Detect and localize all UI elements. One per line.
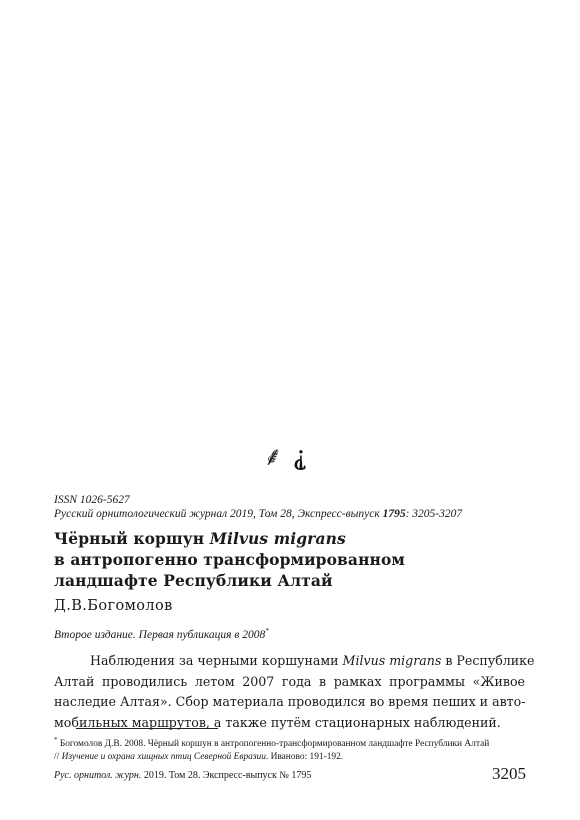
footnote-line-1	[54, 734, 534, 751]
journal-year: 2019	[230, 508, 253, 520]
title-species: Milvus migrans	[209, 529, 346, 548]
ornament-right-icon: ⸘	[292, 442, 317, 472]
footer-details: 2019. Том 28. Экспресс-выпуск № 1795	[141, 770, 312, 781]
edition-note	[54, 624, 269, 642]
footnote-separator: //	[54, 752, 60, 763]
footnote	[54, 734, 534, 764]
footnote-mark: *	[54, 736, 58, 744]
footnote-line-2	[54, 751, 534, 764]
body-line-4: мобильных маршрутов, а также путём стационарных наблюдений.	[54, 714, 501, 730]
page-range: 3205-3207	[412, 508, 463, 520]
title-line-1	[54, 528, 534, 549]
edition-text: Второе издание. Первая публикация в 2008	[54, 628, 266, 641]
article-title	[54, 528, 534, 591]
journal-name: Русский орнитологический журнал	[54, 508, 228, 520]
issn: ISSN 1026-5627	[54, 494, 130, 506]
title-line-2: в антропогенно трансформированном	[54, 550, 405, 569]
title-line-3: ландшафте Республики Алтай	[54, 571, 333, 590]
page-number: 3205	[492, 764, 526, 783]
body-paragraph	[54, 651, 535, 733]
title-text: Чёрный коршун	[54, 529, 210, 548]
issue-number: 1795	[382, 508, 406, 520]
ornament-left-icon: ⸙	[263, 442, 293, 472]
body-species: Milvus migrans	[342, 653, 442, 668]
journal-volume: Том 28	[258, 508, 292, 520]
footnote-divider	[76, 728, 218, 729]
issue-label: Экспресс-выпуск	[297, 508, 380, 520]
body-text: Наблюдения за черными коршунами	[90, 653, 343, 668]
author: Д.В.Богомолов	[54, 598, 173, 614]
body-line-1	[54, 651, 535, 672]
footnote-text: Богомолов Д.В. 2008. Чёрный коршун в антропогенно-трансформированном ландшафте Республики Алтай	[57, 739, 490, 750]
footnote-source: Изучение и охрана хищных птиц Северной Евразии	[59, 752, 266, 763]
journal-citation: Русский орнитологический журнал 2019, Том 28, Экспресс-выпуск 1795: 3205-3207	[54, 508, 463, 520]
footer-journal: Рус. орнитол. журн.	[54, 770, 142, 781]
body-line-2: Алтай проводились летом 2007 года в рамках программы «Живое	[54, 673, 525, 689]
footnote-text: . Иваново: 191-192.	[265, 752, 344, 763]
ornament	[0, 442, 580, 472]
body-text: в Республике	[441, 653, 535, 668]
footer-citation	[54, 769, 311, 782]
footnote-ref: *	[265, 627, 269, 635]
body-line-3: наследие Алтая». Сбор материала проводился во время пеших и авто-	[54, 694, 526, 709]
